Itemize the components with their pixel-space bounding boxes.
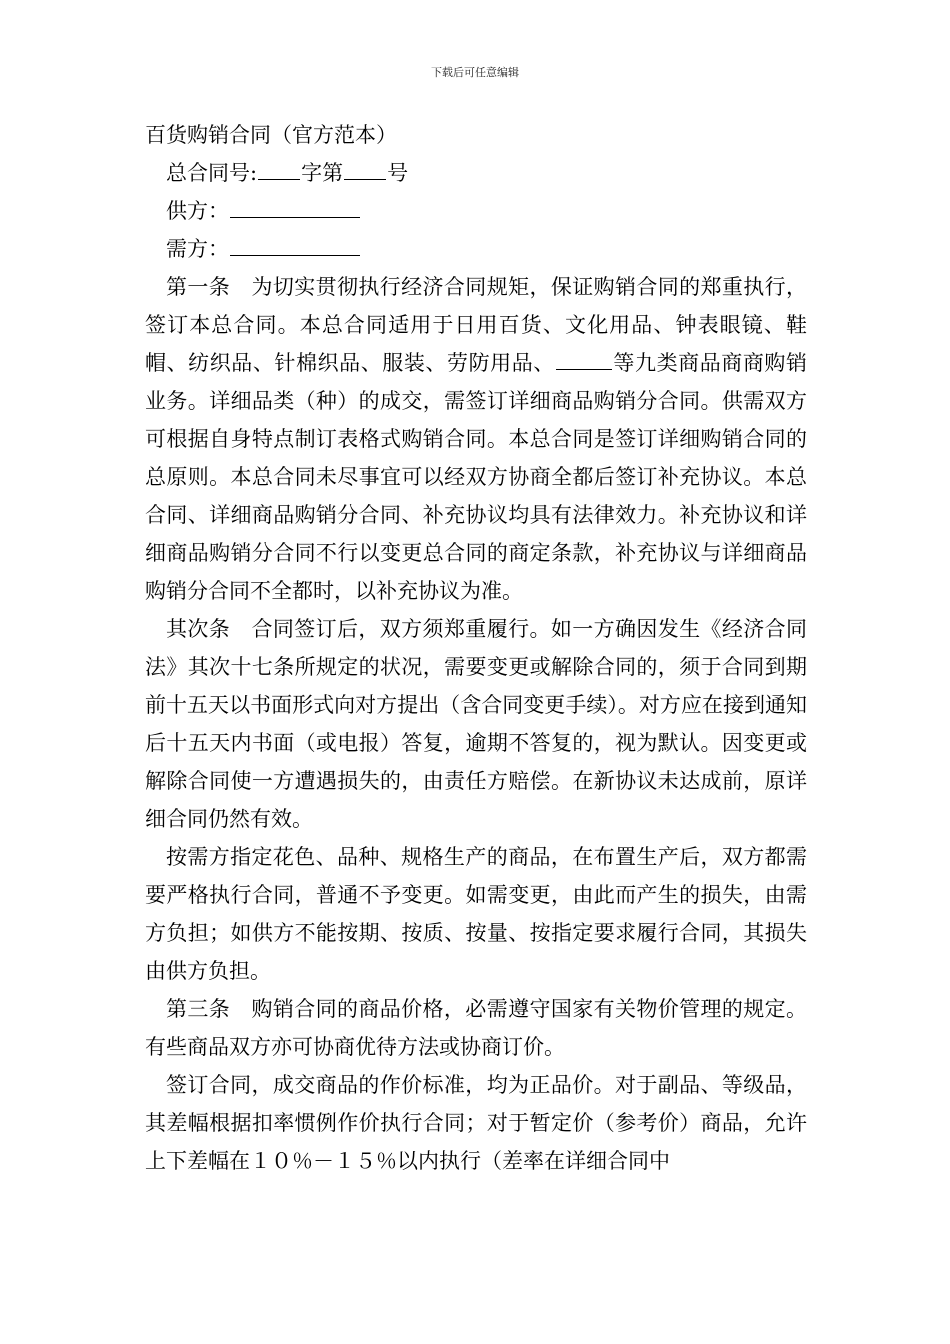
- contract-number-blank-2: [344, 158, 386, 180]
- article-1-part-1: 第一条 为切实贯彻执行经济合同规矩，保证购销合同的郑重执行，签订本总合同。本总合同适用于日用百货、文化用品、钟表眼镜、鞋帽、纺织品、针棉织品、服装、劳防用品、: [145, 275, 807, 375]
- article-1: [145, 268, 807, 610]
- supplier-label: 供方：: [166, 199, 229, 223]
- article-3-continuation: 签订合同，成交商品的作价标准，均为正品价。对于副品、等级品，其差幅根据扣率惯例作价执行合同；对于暂定价（参考价）商品，允许上下差幅在１０％－１５％以内执行（差率在详细合同中: [145, 1073, 807, 1173]
- article-2-continuation: 按需方指定花色、品种、规格生产的商品，在布置生产后，双方都需要严格执行合同，普通不予变更。如需变更，由此而产生的损失，由需方负担；如供方不能按期、按质、按量、按指定要求履行合同，其损失由供方负担。: [145, 845, 807, 983]
- buyer-line: [145, 230, 807, 268]
- contract-number-suffix: 号: [387, 161, 409, 185]
- article-1-part-2: 等九类商品商商购销业务。详细品类（种）的成交，需签订详细商品购销分合同。供需双方可根据自身特点制订表格式购销合同。本总合同是签订详细购销合同的总原则。本总合同未尽事宜可以经双方协商全都后签订补充协议。本总合同、详细商品购销分合同、补充协议均具有法律效力。补充协议和详细商品购销分合同不行以变更总合同的商定条款，补充协议与详细商品购销分合同不全都时，以补充协议为准。: [145, 351, 808, 603]
- buyer-label: 需方：: [166, 237, 229, 261]
- contract-number-line: [145, 154, 807, 192]
- supplier-line: [145, 192, 807, 230]
- supplier-blank: [230, 196, 360, 218]
- contract-number-middle: 字第: [301, 161, 344, 185]
- header-note: 下载后可任意编辑: [431, 66, 519, 79]
- contract-number-blank-1: [258, 158, 300, 180]
- contract-number-prefix: 总合同号:: [166, 161, 258, 185]
- document-body: [145, 116, 807, 1180]
- article-3: 第三条 购销合同的商品价格，必需遵守国家有关物价管理的规定。有些商品双方亦可协商优待方法或协商订价。: [145, 997, 807, 1059]
- article-1-blank: [556, 348, 612, 370]
- document-title: 百货购销合同（官方范本）: [145, 123, 397, 147]
- article-2: 其次条 合同签订后，双方须郑重履行。如一方确因发生《经济合同法》其次十七条所规定的状况，需要变更或解除合同的，须于合同到期前十五天以书面形式向对方提出（含合同变更手续）。对方应在接到通知后十五天内书面（或电报）答复，逾期不答复的，视为默认。因变更或解除合同使一方遭遇损失的，由责任方赔偿。在新协议未达成前，原详细合同仍然有效。: [145, 617, 807, 831]
- buyer-blank: [230, 234, 360, 256]
